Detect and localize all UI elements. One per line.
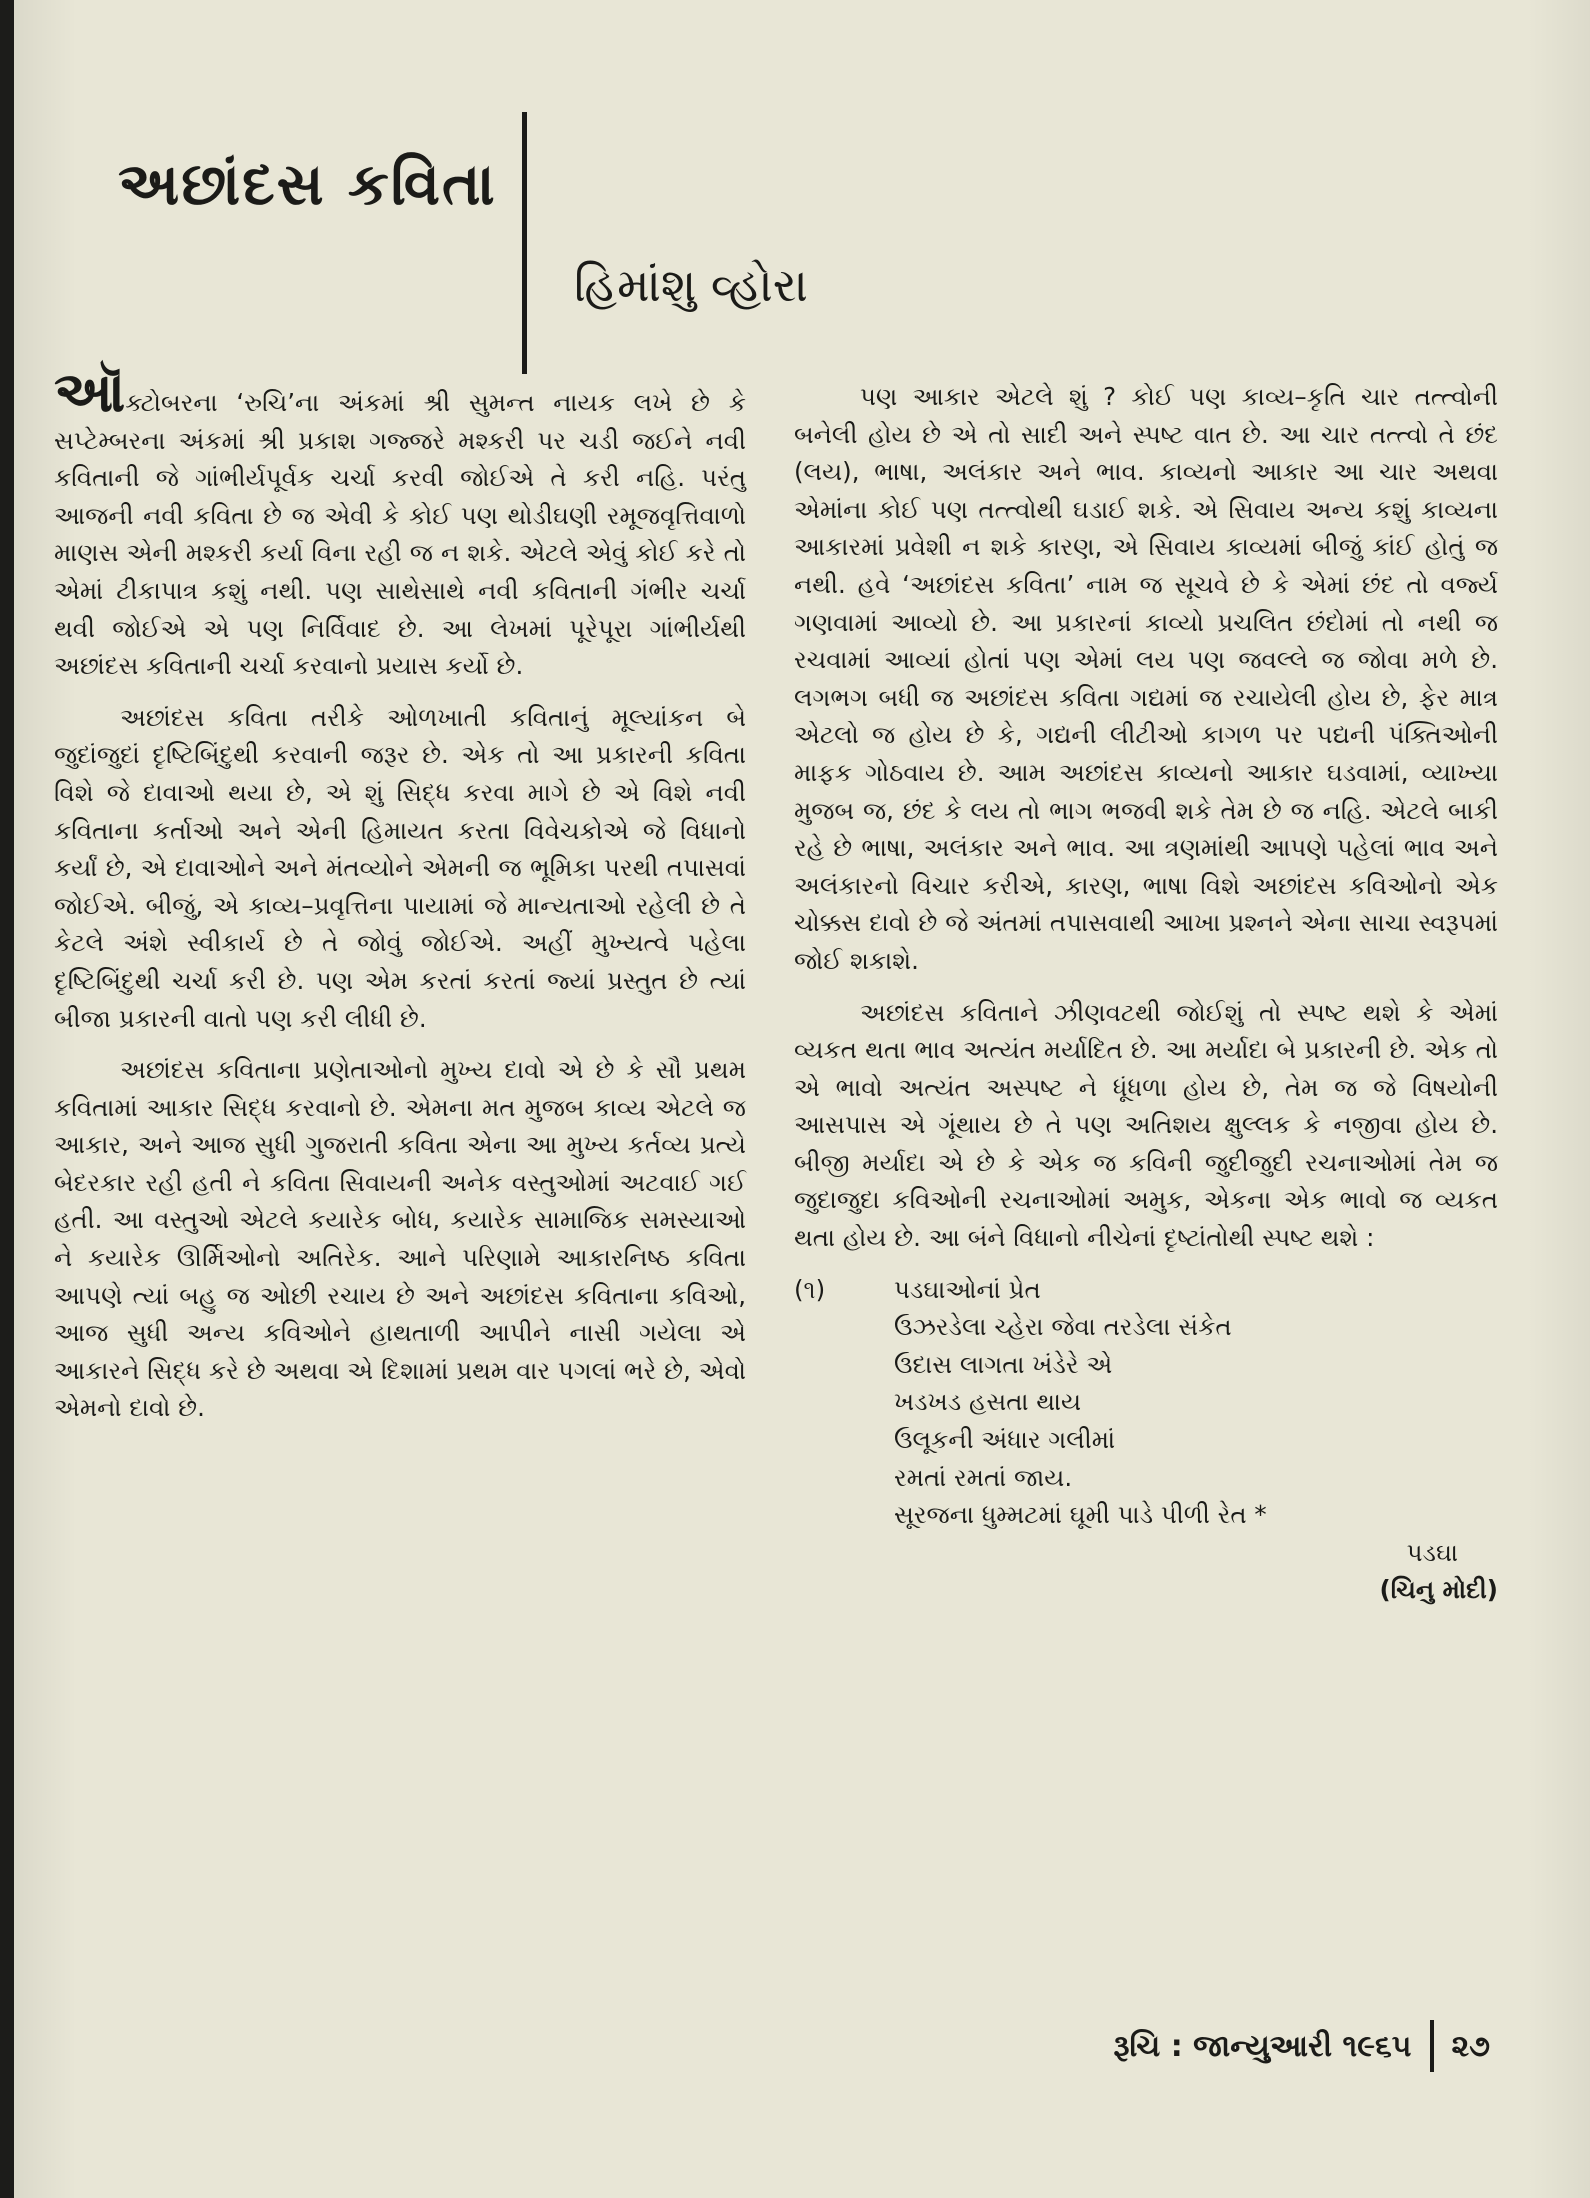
poem-source: પડઘા <box>1406 1537 1458 1567</box>
page-footer <box>1114 2020 1490 2072</box>
drop-cap: ઑ <box>54 360 126 425</box>
title-divider <box>522 112 527 374</box>
poem-line: સૂરજના ધુમ્મટમાં ઘૂમી પાડે પીળી રેત * <box>894 1500 1267 1530</box>
poem-quote <box>794 1271 1498 1609</box>
paragraph-1-text: ક્ટોબરના ‘રુચિ’ના અંકમાં શ્રી સુમન્ત નાયક લખે છે કે સપ્ટેમ્બરના અંકમાં શ્રી પ્રકાશ ગજ્જરે મશ્કરી પર ચડી જઈને નવી કવિતાની જે ગાંભીર્યપૂર્વક ચર્ચા કરવી જોઈએ તે કરી નહિ. પરંતુ આજની નવી કવિતા છે જ એવી કે કોઈ પણ થોડીઘણી રમૂજવૃત્તિવાળો માણસ એની મશ્કરી કર્યા વિના રહી જ ન શકે. એટલે એવું કોઈ કરે તો એમાં ટીકાપાત્ર કશું નથી. પણ સાથેસાથે નવી કવિતાની ગંભીર ચર્ચા થવી જોઈએ એ પણ નિર્વિવાદ છે. આ લેખમાં પૂરેપૂરા ગાંભીર્યથી અછાંદસ કવિતાની ચર્ચા કરવાનો પ્રયાસ કર્યો છે. <box>54 388 746 681</box>
poem-line: ખડખડ હસતા થાય <box>894 1387 1082 1417</box>
article-author: હિમાંશુ વ્હોરા <box>574 258 808 312</box>
paragraph-2: અછાંદસ કવિતા તરીકે ઓળખાતી કવિતાનું મૂલ્યાંકન બે જુદાંજુદાં દૃષ્ટિબિંદુથી કરવાની જરૂર છે. એક તો આ પ્રકારની કવિતા વિશે જે દાવાઓ થયા છે, એ શું સિદ્ધ કરવા માગે છે એ વિશે નવી કવિતાના કર્તાઓ અને એની હિમાયત કરતા વિવેચકોએ જે વિધાનો કર્યાં છે, એ દાવાઓને અને મંતવ્યોને એમની જ ભૂમિકા પરથી તપાસવાં જોઈએ. બીજું, એ કાવ્ય–પ્રવૃત્તિના પાયામાં જે માન્યતાઓ રહેલી છે તે કેટલે અંશે સ્વીકાર્ય છે તે જોવું જોઈએ. અહીં મુખ્યત્વે પહેલા દૃષ્ટિબિંદુથી ચર્ચા કરી છે. પણ એમ કરતાં કરતાં જ્યાં પ્રસ્તુત છે ત્યાં બીજા પ્રકારની વાતો પણ કરી લીધી છે. <box>54 702 746 1033</box>
poem-poet: (ચિનુ મોદી) <box>1379 1575 1498 1605</box>
poem-line: પડઘાઓનાં પ્રેત <box>894 1274 1041 1304</box>
page-number: ૨૭ <box>1451 2028 1490 2064</box>
poem-line: ઉઝરડેલા ચ્હેરા જેવા તરડેલા સંકેત <box>894 1312 1232 1342</box>
article-title: અછાંદસ કવિતા <box>118 150 497 218</box>
paragraph-1 <box>54 360 746 685</box>
right-column <box>794 378 1498 1609</box>
paragraph-3: અછાંદસ કવિતાના પ્રણેતાઓનો મુખ્ય દાવો એ છે કે સૌ પ્રથમ કવિતામાં આકાર સિદ્ધ કરવાનો છે. એમના મત મુજબ કાવ્ય એટલે જ આકાર, અને આજ સુધી ગુજરાતી કવિતા એના આ મુખ્ય કર્તવ્ય પ્રત્યે બેદરકાર રહી હતી ને કવિતા સિવાયની અનેક વસ્તુઓમાં અટવાઈ ગઈ હતી. આ વસ્તુઓ એટલે કયારેક બોધ, કયારેક સામાજિક સમસ્યાઓ ને કયારેક ઊર્મિઓનો અતિરેક. આને પરિણામે આકારનિષ્ઠ કવિતા આપણે ત્યાં બહુ જ ઓછી રચાય છે અને અછાંદસ કવિતાના કવિઓ, આજ સુધી અન્ય કવિઓને હાથતાળી આપીને નાસી ગયેલા એ આકારને સિદ્ધ કરે છે અથવા એ દિશામાં પ્રથમ વાર પગલાં ભરે છે, એવો એમનો દાવો છે. <box>54 1055 746 1423</box>
left-column <box>54 360 746 1441</box>
footer-divider <box>1430 2020 1434 2072</box>
page <box>14 0 1590 2198</box>
poem-line: ઉલૂકની અંધાર ગલીમાં <box>894 1425 1116 1455</box>
poem-line: રમતાં રમતાં જાય. <box>894 1462 1073 1492</box>
poem-lines <box>894 1271 1498 1609</box>
paragraph-5: અછાંદસ કવિતાને ઝીણવટથી જોઈશું તો સ્પષ્ટ થશે કે એમાં વ્યકત થતા ભાવ અત્યંત મર્યાદિત છે. આ મર્યાદા બે પ્રકારની છે. એક તો એ ભાવો અત્યંત અસ્પષ્ટ ને ધૂંધળા હોય છે, તેમ જ જે વિષયોની આસપાસ એ ગૂંથાય છે તે પણ અતિશય ક્ષુલ્લક કે નજીવા હોય છે. બીજી મર્યાદા એ છે કે એક જ કવિની જુદીજુદી રચનાઓમાં તેમ જ જુદાજુદા કવિઓની રચનાઓમાં અમુક, એકના એક ભાવો જ વ્યકત થતા હોય છે. આ બંને વિધાનો નીચેનાં દૃષ્ટાંતોથી સ્પષ્ટ થશે : <box>794 997 1498 1253</box>
poem-number: (૧) <box>794 1274 826 1304</box>
paragraph-4: પણ આકાર એટલે શું ? કોઈ પણ કાવ્ય–કૃતિ ચાર તત્ત્વોની બનેલી હોય છે એ તો સાદી અને સ્પષ્ટ વાત છે. આ ચાર તત્ત્વો તે છંદ (લય), ભાષા, અલંકાર અને ભાવ. કાવ્યનો આકાર આ ચાર અથવા એમાંના કોઈ પણ તત્ત્વોથી ઘડાઈ શકે. એ સિવાય અન્ય કશું કાવ્યના આકારમાં પ્રવેશી ન શકે કારણ, એ સિવાય કાવ્યમાં બીજું કાંઈ હોતું જ નથી. હવે ‘અછાંદસ કવિતા’ નામ જ સૂચવે છે કે એમાં છંદ તો વર્જ્ય ગણવામાં આવ્યો છે. આ પ્રકારનાં કાવ્યો પ્રચલિત છંદોમાં તો નથી જ રચવામાં આવ્યાં હોતાં પણ એમાં લય પણ જવલ્લે જ જોવા મળે છે. લગભગ બધી જ અછાંદસ કવિતા ગદ્યમાં જ રચાયેલી હોય છે, ફેર માત્ર એટલો જ હોય છે કે, ગદ્યની લીટીઓ કાગળ પર પદ્યની પંક્તિઓની માફક ગોઠવાય છે. આમ અછાંદસ કાવ્યનો આકાર ઘડવામાં, વ્યાખ્યા મુજબ જ, છંદ કે લય તો ભાગ ભજવી શકે તેમ છે જ નહિ. એટલે બાકી રહે છે ભાષા, અલંકાર અને ભાવ. આ ત્રણમાંથી આપણે પહેલાં ભાવ અને અલંકારનો વિચાર કરીએ, કારણ, ભાષા વિશે અછાંદસ કવિઓનો એક ચોક્કસ દાવો છે જે અંતમાં તપાસવાથી આખા પ્રશ્નને એના સાચા સ્વરૂપમાં જોઈ શકાશે. <box>794 382 1498 975</box>
poem-line: ઉદાસ લાગતા ખંડેરે એ <box>894 1349 1113 1379</box>
footer-magazine: રૂચિ : જાન્યુઆરી ૧૯૬૫ <box>1113 2028 1412 2064</box>
